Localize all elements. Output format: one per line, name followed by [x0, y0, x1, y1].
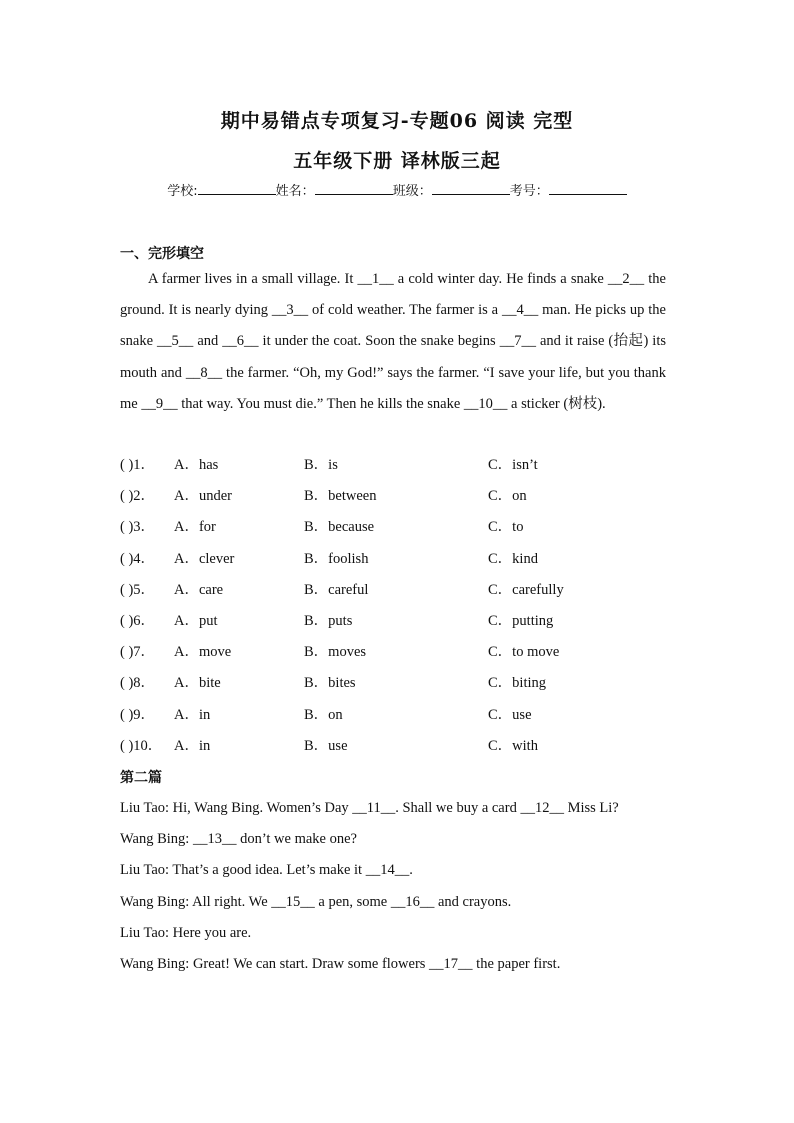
option-c[interactable]: C．on — [488, 488, 527, 505]
school-label: 学校: — [167, 184, 198, 199]
option-c[interactable]: C．putting — [488, 612, 554, 629]
option-b[interactable]: B．puts — [304, 612, 353, 629]
question-number: ( )5． — [120, 581, 156, 598]
question-row — [120, 575, 680, 606]
option-a[interactable]: A．has — [174, 457, 219, 473]
question-number: ( )9． — [120, 706, 156, 723]
options-list — [120, 450, 680, 762]
option-b[interactable]: B．careful — [304, 581, 369, 598]
question-number: ( )2． — [120, 488, 156, 505]
option-a[interactable]: A．bite — [174, 675, 221, 692]
option-a[interactable]: A．care — [174, 581, 224, 598]
student-info-line — [0, 180, 794, 199]
option-b[interactable]: B．foolish — [304, 550, 369, 567]
dialogue-line: Wang Bing: __13__ don’t we make one? — [120, 831, 357, 848]
dialogue-line: Liu Tao: That’s a good idea. Let’s make it __14__. — [120, 862, 413, 879]
section-1-heading: 一、完形填空 — [120, 246, 204, 262]
title-line-1: 期中易错点专项复习-专题06 阅读 完型 — [220, 110, 574, 132]
option-c[interactable]: C．to — [488, 519, 524, 536]
option-b[interactable]: B．is — [304, 457, 338, 473]
question-number: ( )7． — [120, 644, 156, 661]
class-label: 班级： — [392, 184, 432, 199]
question-number: ( )1． — [120, 457, 156, 473]
option-c[interactable]: C．use — [488, 706, 532, 723]
section-2-heading: 第二篇 — [120, 770, 162, 786]
option-a[interactable]: A．for — [174, 519, 216, 536]
option-c[interactable]: C．to move — [488, 644, 560, 661]
question-row — [120, 700, 680, 731]
school-blank[interactable] — [198, 182, 276, 195]
option-b[interactable]: B．moves — [304, 644, 367, 661]
cloze-passage-text: A farmer lives in a small village. It __1__ a cold winter day. He finds a snake __2__ the ground. It is nearly dying __3__ of cold weather. The farmer is a __4__ man. He picks up the snake __5__ and __6__ it under the coat. Soon the snake begins __7__ and it raise (抬起) its mouth and __8__ the farmer. “Oh, my God!” says the farmer. “I save your life, but you thank me __9__ that way. You must die.” Then he kills the snake __10__ a sticker (树枝). — [120, 271, 666, 412]
option-a[interactable]: A．move — [174, 644, 232, 661]
question-number: ( )8． — [120, 675, 156, 692]
question-row — [120, 512, 680, 543]
name-blank[interactable] — [315, 182, 393, 195]
option-c[interactable]: C．kind — [488, 550, 538, 567]
question-number: ( )4． — [120, 550, 156, 567]
option-a[interactable]: A．in — [174, 737, 211, 754]
dialogue-line: Liu Tao: Hi, Wang Bing. Women’s Day __11__. Shall we buy a card __12__ Miss Li? — [120, 800, 619, 816]
question-number: ( )10． — [120, 737, 163, 754]
option-b[interactable]: B．on — [304, 706, 343, 723]
option-b[interactable]: B．bites — [304, 675, 356, 692]
number-label: 考号： — [509, 184, 549, 199]
cloze-passage — [120, 264, 666, 420]
option-a[interactable]: A．in — [174, 706, 211, 723]
class-blank[interactable] — [432, 182, 510, 195]
number-blank[interactable] — [549, 182, 627, 195]
question-row — [120, 668, 680, 699]
question-number: ( )3． — [120, 519, 156, 536]
dialogue-line: Liu Tao: Here you are. — [120, 924, 252, 941]
dialogue-line: Wang Bing: All right. We __15__ a pen, some __16__ and crayons. — [120, 893, 512, 910]
option-c[interactable]: C．isn’t — [488, 457, 538, 473]
option-c[interactable]: C．biting — [488, 675, 547, 692]
title-line-2: 五年级下册 译林版三起 — [293, 150, 501, 172]
option-b[interactable]: B．because — [304, 519, 375, 536]
option-b[interactable]: B．between — [304, 488, 377, 505]
question-row — [120, 450, 680, 481]
option-a[interactable]: A．clever — [174, 550, 235, 567]
option-a[interactable]: A．put — [174, 612, 218, 629]
dialogue — [120, 793, 666, 980]
question-number: ( )6． — [120, 612, 156, 629]
name-label: 姓名： — [275, 184, 315, 199]
option-c[interactable]: C．with — [488, 737, 538, 754]
dialogue-line: Wang Bing: Great! We can start. Draw some flowers __17__ the paper first. — [120, 956, 561, 973]
question-row — [120, 606, 680, 637]
question-row — [120, 481, 680, 512]
option-c[interactable]: C．carefully — [488, 581, 564, 598]
option-a[interactable]: A．under — [174, 488, 232, 505]
question-row — [120, 637, 680, 668]
option-b[interactable]: B．use — [304, 737, 348, 754]
question-row — [120, 544, 680, 575]
question-row — [120, 731, 680, 762]
